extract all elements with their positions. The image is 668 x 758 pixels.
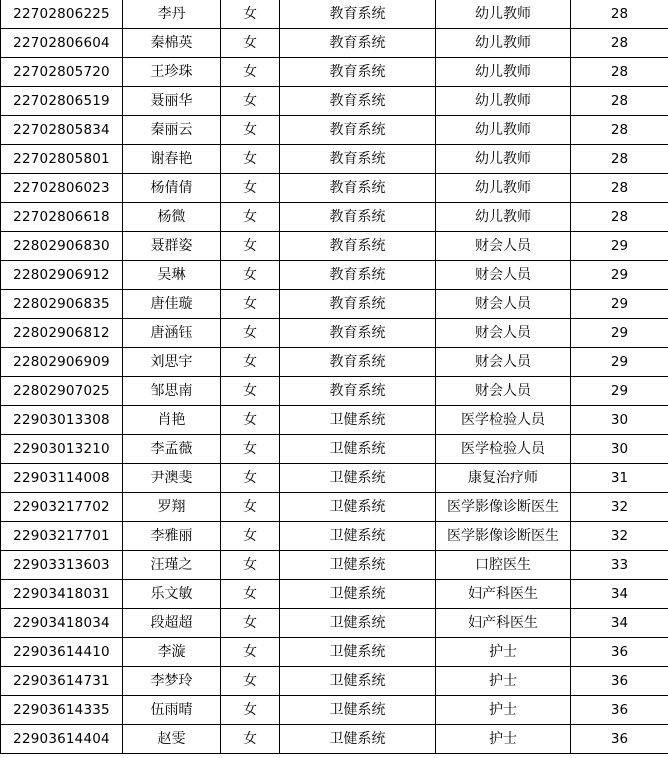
name-cell: 邹思南 xyxy=(123,377,221,406)
exam-number-cell: 22802906812 xyxy=(1,319,123,348)
exam-number-cell: 22903614410 xyxy=(1,638,123,667)
position-code-cell: 33 xyxy=(571,551,668,580)
name-cell: 段超超 xyxy=(123,609,221,638)
exam-number-cell: 22702806225 xyxy=(1,0,123,29)
table-row xyxy=(1,696,668,725)
position-cell: 财会人员 xyxy=(436,232,571,261)
position-cell: 幼儿教师 xyxy=(436,0,571,29)
gender-cell: 女 xyxy=(221,29,280,58)
position-code-cell: 32 xyxy=(571,522,668,551)
table-row xyxy=(1,522,668,551)
system-cell: 教育系统 xyxy=(280,87,436,116)
gender-cell: 女 xyxy=(221,464,280,493)
gender-cell: 女 xyxy=(221,203,280,232)
table-row xyxy=(1,435,668,464)
name-cell: 吴琳 xyxy=(123,261,221,290)
table-row xyxy=(1,232,668,261)
position-code-cell: 36 xyxy=(571,638,668,667)
exam-number-cell: 22903013210 xyxy=(1,435,123,464)
name-cell: 李梦玲 xyxy=(123,667,221,696)
name-cell: 王珍珠 xyxy=(123,58,221,87)
system-cell: 教育系统 xyxy=(280,319,436,348)
exam-number-cell: 22802906835 xyxy=(1,290,123,319)
system-cell: 卫健系统 xyxy=(280,638,436,667)
name-cell: 汪瑾之 xyxy=(123,551,221,580)
gender-cell: 女 xyxy=(221,551,280,580)
position-code-cell: 36 xyxy=(571,725,668,754)
gender-cell: 女 xyxy=(221,696,280,725)
gender-cell: 女 xyxy=(221,87,280,116)
gender-cell: 女 xyxy=(221,290,280,319)
system-cell: 教育系统 xyxy=(280,58,436,87)
gender-cell: 女 xyxy=(221,638,280,667)
position-code-cell: 28 xyxy=(571,203,668,232)
name-cell: 唐涵钰 xyxy=(123,319,221,348)
name-cell: 尹澳斐 xyxy=(123,464,221,493)
position-cell: 幼儿教师 xyxy=(436,58,571,87)
system-cell: 教育系统 xyxy=(280,261,436,290)
position-code-cell: 28 xyxy=(571,29,668,58)
position-code-cell: 30 xyxy=(571,435,668,464)
position-code-cell: 28 xyxy=(571,58,668,87)
exam-number-cell: 22903114008 xyxy=(1,464,123,493)
position-cell: 财会人员 xyxy=(436,290,571,319)
exam-number-cell: 22802906912 xyxy=(1,261,123,290)
exam-number-cell: 22702805801 xyxy=(1,145,123,174)
gender-cell: 女 xyxy=(221,145,280,174)
table-row xyxy=(1,580,668,609)
table-row xyxy=(1,406,668,435)
name-cell: 谢春艳 xyxy=(123,145,221,174)
position-code-cell: 28 xyxy=(571,174,668,203)
gender-cell: 女 xyxy=(221,348,280,377)
exam-number-cell: 22903614404 xyxy=(1,725,123,754)
system-cell: 教育系统 xyxy=(280,232,436,261)
gender-cell: 女 xyxy=(221,116,280,145)
system-cell: 卫健系统 xyxy=(280,696,436,725)
gender-cell: 女 xyxy=(221,609,280,638)
name-cell: 杨微 xyxy=(123,203,221,232)
gender-cell: 女 xyxy=(221,580,280,609)
name-cell: 聂群姿 xyxy=(123,232,221,261)
gender-cell: 女 xyxy=(221,232,280,261)
exam-number-cell: 22702806604 xyxy=(1,29,123,58)
position-cell: 护士 xyxy=(436,638,571,667)
name-cell: 聂丽华 xyxy=(123,87,221,116)
position-code-cell: 30 xyxy=(571,406,668,435)
table-row xyxy=(1,493,668,522)
position-cell: 妇产科医生 xyxy=(436,609,571,638)
table-row xyxy=(1,551,668,580)
exam-number-cell: 22702806519 xyxy=(1,87,123,116)
position-cell: 护士 xyxy=(436,725,571,754)
exam-number-cell: 22802907025 xyxy=(1,377,123,406)
position-code-cell: 29 xyxy=(571,377,668,406)
position-cell: 医学影像诊断医生 xyxy=(436,522,571,551)
system-cell: 卫健系统 xyxy=(280,493,436,522)
position-code-cell: 28 xyxy=(571,145,668,174)
system-cell: 卫健系统 xyxy=(280,406,436,435)
exam-number-cell: 22802906830 xyxy=(1,232,123,261)
name-cell: 秦丽云 xyxy=(123,116,221,145)
position-code-cell: 29 xyxy=(571,290,668,319)
exam-number-cell: 22802906909 xyxy=(1,348,123,377)
position-cell: 财会人员 xyxy=(436,348,571,377)
name-cell: 刘思宇 xyxy=(123,348,221,377)
gender-cell: 女 xyxy=(221,261,280,290)
name-cell: 李漩 xyxy=(123,638,221,667)
position-code-cell: 29 xyxy=(571,232,668,261)
system-cell: 教育系统 xyxy=(280,348,436,377)
table-row xyxy=(1,725,668,754)
position-code-cell: 32 xyxy=(571,493,668,522)
gender-cell: 女 xyxy=(221,522,280,551)
system-cell: 卫健系统 xyxy=(280,580,436,609)
position-code-cell: 36 xyxy=(571,667,668,696)
system-cell: 教育系统 xyxy=(280,290,436,319)
position-cell: 幼儿教师 xyxy=(436,203,571,232)
position-cell: 妇产科医生 xyxy=(436,580,571,609)
gender-cell: 女 xyxy=(221,377,280,406)
system-cell: 卫健系统 xyxy=(280,464,436,493)
table-row xyxy=(1,203,668,232)
exam-number-cell: 22702805834 xyxy=(1,116,123,145)
gender-cell: 女 xyxy=(221,406,280,435)
position-code-cell: 36 xyxy=(571,696,668,725)
exam-number-cell: 22903614731 xyxy=(1,667,123,696)
gender-cell: 女 xyxy=(221,493,280,522)
position-cell: 医学检验人员 xyxy=(436,406,571,435)
table-row xyxy=(1,29,668,58)
position-cell: 口腔医生 xyxy=(436,551,571,580)
exam-number-cell: 22702806023 xyxy=(1,174,123,203)
system-cell: 教育系统 xyxy=(280,0,436,29)
position-code-cell: 28 xyxy=(571,0,668,29)
name-cell: 罗翔 xyxy=(123,493,221,522)
position-cell: 幼儿教师 xyxy=(436,145,571,174)
gender-cell: 女 xyxy=(221,174,280,203)
name-cell: 赵雯 xyxy=(123,725,221,754)
position-code-cell: 34 xyxy=(571,580,668,609)
position-cell: 医学检验人员 xyxy=(436,435,571,464)
position-code-cell: 28 xyxy=(571,87,668,116)
table-row xyxy=(1,87,668,116)
table-row xyxy=(1,319,668,348)
system-cell: 教育系统 xyxy=(280,377,436,406)
system-cell: 卫健系统 xyxy=(280,522,436,551)
exam-number-cell: 22903217701 xyxy=(1,522,123,551)
table-row xyxy=(1,58,668,87)
system-cell: 卫健系统 xyxy=(280,667,436,696)
exam-number-cell: 22903418034 xyxy=(1,609,123,638)
position-cell: 医学影像诊断医生 xyxy=(436,493,571,522)
system-cell: 教育系统 xyxy=(280,174,436,203)
position-cell: 幼儿教师 xyxy=(436,116,571,145)
table-row xyxy=(1,174,668,203)
position-cell: 幼儿教师 xyxy=(436,174,571,203)
table-row xyxy=(1,667,668,696)
name-cell: 乐文敏 xyxy=(123,580,221,609)
name-cell: 杨倩倩 xyxy=(123,174,221,203)
table-row xyxy=(1,0,668,29)
gender-cell: 女 xyxy=(221,667,280,696)
position-cell: 财会人员 xyxy=(436,261,571,290)
table-row xyxy=(1,348,668,377)
gender-cell: 女 xyxy=(221,58,280,87)
gender-cell: 女 xyxy=(221,725,280,754)
position-code-cell: 29 xyxy=(571,348,668,377)
table-row xyxy=(1,377,668,406)
position-cell: 护士 xyxy=(436,667,571,696)
position-cell: 幼儿教师 xyxy=(436,29,571,58)
system-cell: 教育系统 xyxy=(280,116,436,145)
table-body xyxy=(1,0,668,754)
name-cell: 李孟薇 xyxy=(123,435,221,464)
name-cell: 秦棉英 xyxy=(123,29,221,58)
position-cell: 护士 xyxy=(436,696,571,725)
position-cell: 财会人员 xyxy=(436,377,571,406)
system-cell: 教育系统 xyxy=(280,29,436,58)
table-row xyxy=(1,116,668,145)
gender-cell: 女 xyxy=(221,435,280,464)
table-row xyxy=(1,290,668,319)
position-code-cell: 29 xyxy=(571,261,668,290)
exam-number-cell: 22903013308 xyxy=(1,406,123,435)
system-cell: 卫健系统 xyxy=(280,609,436,638)
position-code-cell: 31 xyxy=(571,464,668,493)
table-row xyxy=(1,464,668,493)
system-cell: 教育系统 xyxy=(280,203,436,232)
table-row xyxy=(1,638,668,667)
system-cell: 教育系统 xyxy=(280,145,436,174)
position-cell: 康复治疗师 xyxy=(436,464,571,493)
position-cell: 财会人员 xyxy=(436,319,571,348)
table-row xyxy=(1,261,668,290)
system-cell: 卫健系统 xyxy=(280,551,436,580)
table-row xyxy=(1,145,668,174)
exam-number-cell: 22903418031 xyxy=(1,580,123,609)
position-code-cell: 29 xyxy=(571,319,668,348)
name-cell: 伍雨晴 xyxy=(123,696,221,725)
position-code-cell: 34 xyxy=(571,609,668,638)
gender-cell: 女 xyxy=(221,0,280,29)
exam-number-cell: 22903614335 xyxy=(1,696,123,725)
name-cell: 李丹 xyxy=(123,0,221,29)
name-cell: 李雅丽 xyxy=(123,522,221,551)
exam-number-cell: 22702806618 xyxy=(1,203,123,232)
position-cell: 幼儿教师 xyxy=(436,87,571,116)
system-cell: 卫健系统 xyxy=(280,435,436,464)
exam-number-cell: 22702805720 xyxy=(1,58,123,87)
exam-number-cell: 22903313603 xyxy=(1,551,123,580)
gender-cell: 女 xyxy=(221,319,280,348)
table-row xyxy=(1,609,668,638)
name-cell: 唐佳璇 xyxy=(123,290,221,319)
exam-number-cell: 22903217702 xyxy=(1,493,123,522)
system-cell: 卫健系统 xyxy=(280,725,436,754)
position-code-cell: 28 xyxy=(571,116,668,145)
name-cell: 肖艳 xyxy=(123,406,221,435)
